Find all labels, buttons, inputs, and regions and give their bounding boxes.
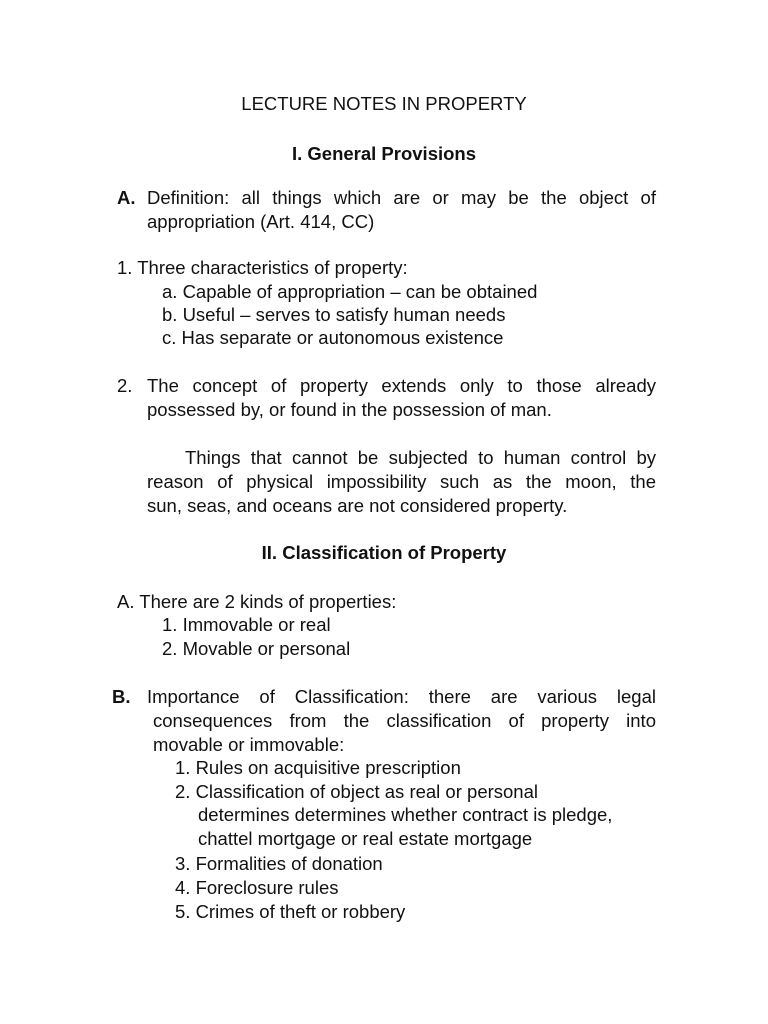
characteristics-intro: 1. Three characteristics of property: bbox=[117, 257, 408, 278]
characteristic-c: c. Has separate or autonomous existence bbox=[162, 327, 504, 348]
item-2-marker: 2. bbox=[117, 375, 133, 396]
characteristic-a: a. Capable of appropriation – can be obtained bbox=[162, 281, 538, 302]
document-title: LECTURE NOTES IN PROPERTY bbox=[241, 93, 527, 114]
kind-1: 1. Immovable or real bbox=[162, 614, 331, 635]
importance-item-5: 5. Crimes of theft or robbery bbox=[175, 901, 406, 922]
characteristic-b: b. Useful – serves to satisfy human needs bbox=[162, 304, 506, 325]
importance-line-1: Importance of Classification: there are various legal bbox=[147, 686, 656, 707]
paragraph-line-3: sun, seas, and oceans are not considered property. bbox=[147, 495, 568, 516]
importance-item-2-line-1: 2. Classification of object as real or personal bbox=[175, 781, 538, 802]
importance-item-1: 1. Rules on acquisitive prescription bbox=[175, 757, 461, 778]
section-2-b-marker: B. bbox=[112, 686, 131, 707]
importance-item-2-line-3: chattel mortgage or real estate mortgage bbox=[198, 828, 533, 849]
importance-item-2-line-2: determines determines whether contract is pledge, bbox=[198, 804, 613, 825]
section-2-heading: II. Classification of Property bbox=[261, 542, 507, 563]
section-1-heading: I. General Provisions bbox=[291, 143, 477, 164]
concept-line-2: possessed by, or found in the possession of man. bbox=[147, 399, 552, 420]
kind-2: 2. Movable or personal bbox=[162, 638, 351, 659]
definition-line-2: appropriation (Art. 414, CC) bbox=[147, 211, 375, 232]
importance-line-2: consequences from the classification of property into bbox=[153, 710, 656, 731]
kinds-intro: A. There are 2 kinds of properties: bbox=[117, 591, 397, 612]
importance-line-3: movable or immovable: bbox=[153, 734, 345, 755]
section-1-a-marker: A. bbox=[117, 187, 136, 208]
importance-item-3: 3. Formalities of donation bbox=[175, 853, 383, 874]
concept-line-1: The concept of property extends only to those already bbox=[147, 375, 656, 396]
paragraph-line-1: Things that cannot be subjected to human control by bbox=[185, 447, 656, 468]
importance-item-4: 4. Foreclosure rules bbox=[175, 877, 339, 898]
paragraph-line-2: reason of physical impossibility such as the moon, the bbox=[147, 471, 656, 492]
definition-line-1: Definition: all things which are or may be the object of bbox=[147, 187, 656, 208]
